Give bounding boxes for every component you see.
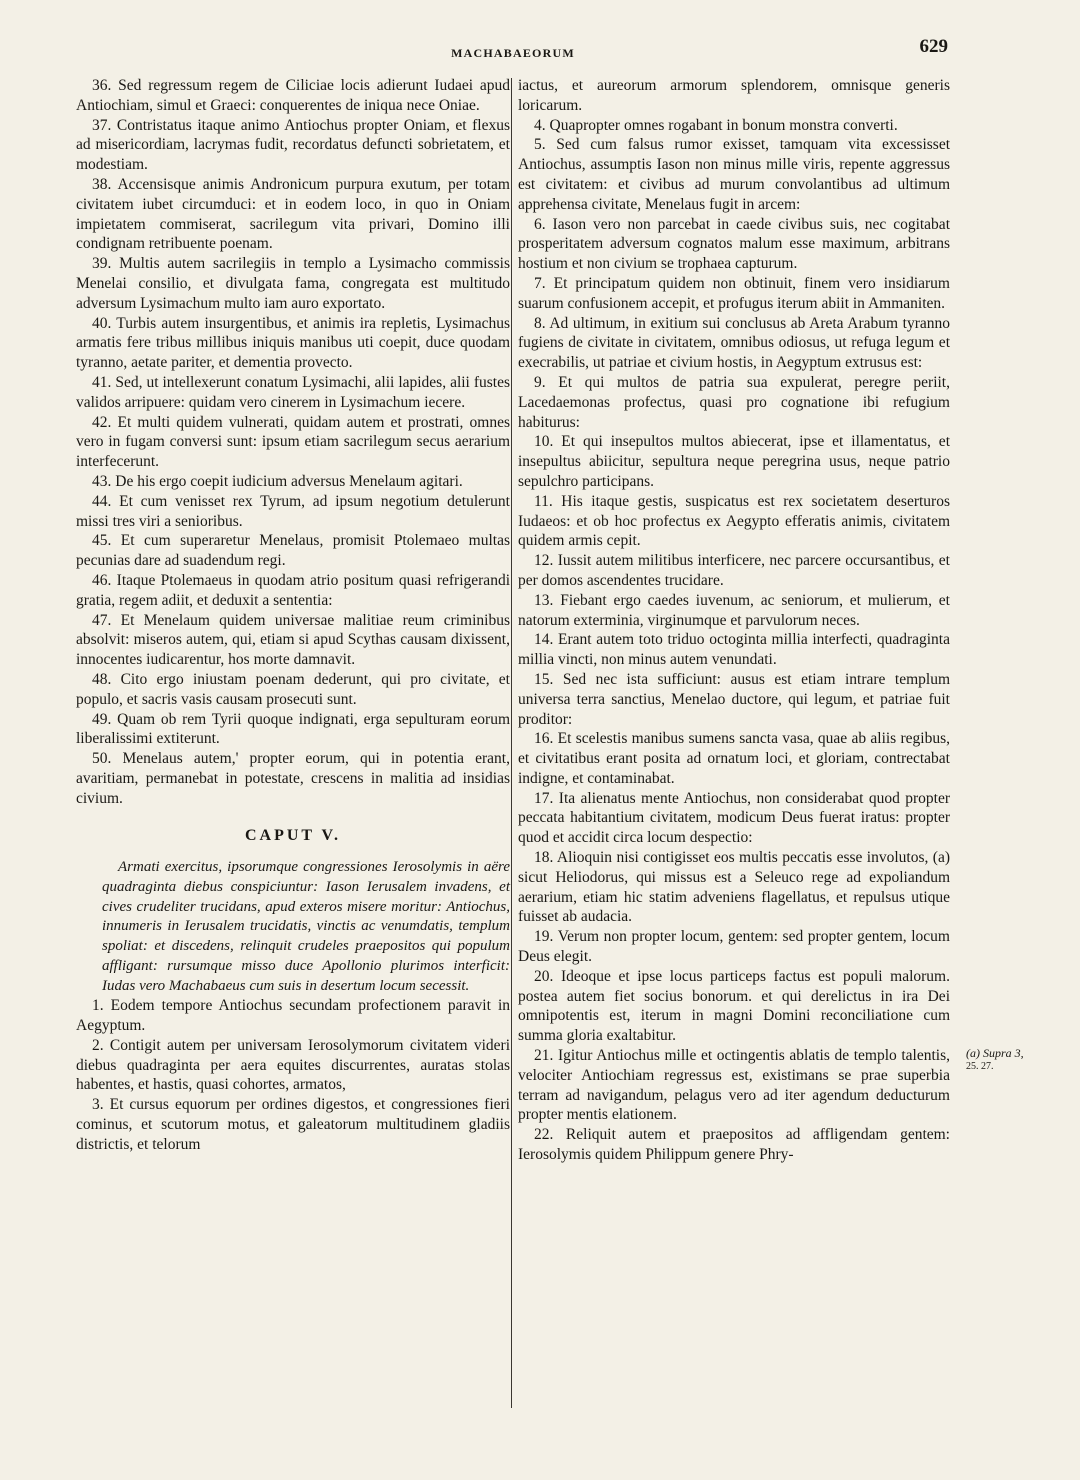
verse-4-43: 43. De his ergo coepit iudicium adversus Menelaum agitari. (92, 472, 463, 490)
margin-note-label: (a) Supra 3, (966, 1046, 1024, 1060)
verse-5-11: 11. His itaque gestis, suspicatus est rex societatem deserturos Iudaeos: et ob hoc profectus ex Aegypto efferatis animis, civitatem quidem armis cepit. (518, 492, 950, 550)
verse-5-22: 22. Reliquit autem et praepositos ad affligendam gentem: Ierosolymis quidem Philippum genere Phry- (518, 1126, 950, 1164)
running-head (78, 36, 948, 62)
verse-5-12: 12. Iussit autem militibus interficere, nec parcere occursantibus, et per domos ascendentes trucidare. (518, 552, 950, 589)
verse-4-46: 46. Itaque Ptolemaeus in quodam atrio positum quasi refrigerandi gratia, regem adiit, et deduxit a sententia: (76, 571, 510, 609)
verse-4-39: 39. Multis autem sacrilegiis in templo a Lysimacho commissis Menelai consilio, et divulgata fama, congregata est multitudo adversum Lysimachum multo iam auro exportato. (76, 255, 510, 312)
verse-5-8: 8. Ad ultimum, in exitium sui conclusus ab Areta Arabum tyranno fugiens de civitate in civitatem, omnibus odiosus, ut refuga legum et execrabilis, ut patriae et civium hostis, in Aegyptum extrusus est: (518, 314, 950, 372)
verse-4-48: 48. Cito ergo iniustam poenam dederunt, qui pro civitate, et populo, et sacris vasis causam prosecuti sunt. (76, 670, 510, 708)
verse-4-40: 40. Turbis autem insurgentibus, et animis ira repletis, Lysimachus armatis fere tribus millibus iniquis manibus uti coepit, duce quodam tyranno, aetate pariter, et dementia provecto. (76, 314, 510, 372)
verse-4-50: 50. Menelaus autem,' propter eorum, qui in potentia erant, avaritiam, permanebat in potestate, crescens in malitia ad insidias civium. (76, 750, 510, 807)
verse-4-36: 36. Sed regressum regem de Ciliciae locis adierunt Iudaei apud Antiochiam, simul et Graeci: conquerentes de iniqua nece Oniae. (76, 77, 510, 114)
chapter-heading: CAPUT V. (244, 827, 342, 845)
right-column (518, 76, 950, 1165)
book-title: MACHABAEORUM (451, 46, 575, 60)
verse-5-13: 13. Fiebant ergo caedes iuvenum, ac seniorum, et mulierum, et natorum exterminia, virginumque et parvulorum neces. (518, 591, 950, 629)
verse-5-17: 17. Ita alienatus mente Antiochus, non considerabat quod propter peccata habitantium civitatem, modicum Deus fuerat iratus: propter quod et accidit circa locum despectio: (518, 789, 950, 847)
verse-5-7: 7. Et principatum quidem non obtinuit, finem vero insidiarum suarum confusionem accepit, et profugus iterum abiit in Ammaniten. (518, 274, 950, 312)
verse-5-4: 4. Quapropter omnes rogabant in bonum monstra converti. (534, 116, 898, 134)
verse-5-3-continuation: iactus, et aureorum armorum splendorem, omnisque generis loricarum. (518, 77, 950, 114)
verse-4-47: 47. Et Menelaum quidem universae malitiae reum criminibus absolvit: miseros autem, qui, etiam si apud Scythas causam dixissent, innocentes iudicarentur, hos morte damnavit. (76, 611, 510, 669)
verse-4-37: 37. Contristatus itaque animo Antiochus propter Oniam, et flexus ad misericordiam, lacrymas fudit, recordatus defuncti sobrietatem, et modestiam. (76, 116, 510, 174)
verse-5-1: 1. Eodem tempore Antiochus secundam profectionem paravit in Aegyptum. (76, 997, 510, 1034)
verse-4-44: 44. Et cum venisset rex Tyrum, ad ipsum negotium detulerunt missi tres viri a senioribus. (76, 492, 510, 530)
verse-5-15: 15. Sed nec ista sufficiunt: ausus est etiam intrare templum universa terra sanctius, Menelao ductore, qui legum, et patriae fuit proditor: (518, 670, 950, 728)
margin-note-reference: 25. 27. (966, 1061, 994, 1072)
verse-4-41: 41. Sed, ut intellexerunt conatum Lysimachi, alii lapides, alii fustes validos arripuere: quidam vero cinerem in Lysimachum iecere. (76, 373, 510, 411)
verse-5-14: 14. Erant autem toto triduo octoginta millia interfecti, quadraginta millia vincti, non minus autem venundati. (518, 631, 950, 669)
verse-5-3: 3. Et cursus equorum per ordines digestos, et congressiones fieri cominus, et scutorum motus, et galeatorum multitudinem gladiis districtis, et telorum (76, 1096, 510, 1153)
verse-4-49: 49. Quam ob rem Tyrii quoque indignati, erga sepulturam eorum liberalissimi extiterunt. (76, 710, 510, 748)
verse-5-10: 10. Et qui insepultos multos abiecerat, ipse et illamentatus, et insepultus abiicitur, sepultura neque peregrina usus, neque patrio sepulchro participans. (518, 433, 950, 490)
page-number: 629 (919, 36, 948, 57)
verse-5-2: 2. Contigit autem per universam Ierosolymorum civitatem videri diebus quadraginta per aera equites discurrentes, auratas stolas habentes, et hastis, quasi cohortes, armatos, (76, 1036, 510, 1094)
margin-note (966, 1046, 1050, 1074)
verse-4-38: 38. Accensisque animis Andronicum purpura exutum, per totam civitatem iubet circumduci: et in eodem loco, in quo in Oniam impietatem commiserat, sacrilegum vita privari, Domino illi condignam retribuente poenam. (76, 175, 510, 253)
verse-5-9: 9. Et qui multos de patria sua expulerat, peregre periit, Lacedaemonas profectus, quasi pro cognatione ibi refugium habiturus: (518, 373, 950, 431)
verse-5-16: 16. Et scelestis manibus sumens sancta vasa, quae ab aliis regibus, et civitatibus erant posita ad ornatum loci, et gloriam, contrectabat indigne, et contaminabat. (518, 730, 950, 787)
verse-5-6: 6. Iason vero non parcebat in caede civibus suis, nec cogitabat prosperitatem adversum cognatos malum esse maximum, arbitrans hostium et non civium se trophaea capturum. (518, 215, 950, 273)
verse-4-45: 45. Et cum superaretur Menelaus, promisit Ptolemaeo multas pecunias dare ad suadendum regi. (76, 532, 510, 570)
verse-5-19: 19. Verum non propter locum, gentem: sed propter gentem, locum Deus elegit. (518, 928, 950, 966)
verse-5-5: 5. Sed cum falsus rumor exisset, tamquam vita excessisset Antiochus, assumptis Iason non minus mille viris, repente aggressus est civitatem: et civibus ad murum convolantibus ad ultimum apprehensa civitate, Menelaus fugit in arcem: (518, 136, 950, 213)
left-column (76, 76, 510, 1155)
verse-5-18: 18. Alioquin nisi contigisset eos multis peccatis esse involutos, (a) sicut Heliodorus, qui missus est a Seleuco rege ad expoliandum aerarium, etiam hic statim adveniens flagellatus, et repulsus utique fuisset ab audacia. (518, 849, 950, 926)
verse-5-21: 21. Igitur Antiochus mille et octingentis ablatis de templo talentis, velociter Antiochiam regressus est, existimans se prae superbia terram ad navigandum, pelagus vero ad iter agendum deducturum propter mentis elationem. (518, 1047, 950, 1124)
verse-4-42: 42. Et multi quidem vulnerati, quidam autem et prostrati, omnes vero in fugam conversi sunt: ipsum etiam sacrilegum secus aerarium interfecerunt. (76, 413, 510, 471)
column-divider (511, 78, 512, 1408)
verse-5-20: 20. Ideoque et ipse locus particeps factus est populi malorum. postea autem fiet socius bonorum. et qui derelictus in ira Dei omnipotentis est, iterum in magni Domini reconciliatione cum summa gloria exaltabitur. (518, 967, 950, 1045)
chapter-summary: Armati exercitus, ipsorumque congressiones Ierosolymis in aëre quadraginta diebus conspiciuntur: Iason Ierusalem invadens, et cives crudeliter trucidans, apud exteros misere moritur: Antiochus, innumeris in Ierusalem trucidatis, vinctis ac venumdatis, templum spoliat: et discedens, relinquit crudeles praepositos qui populum affligant: rursumque misso duce Apollonio plurimos interficit: Iudas vero Machabaeus cum suis in desertum locum secessit. (102, 859, 510, 994)
